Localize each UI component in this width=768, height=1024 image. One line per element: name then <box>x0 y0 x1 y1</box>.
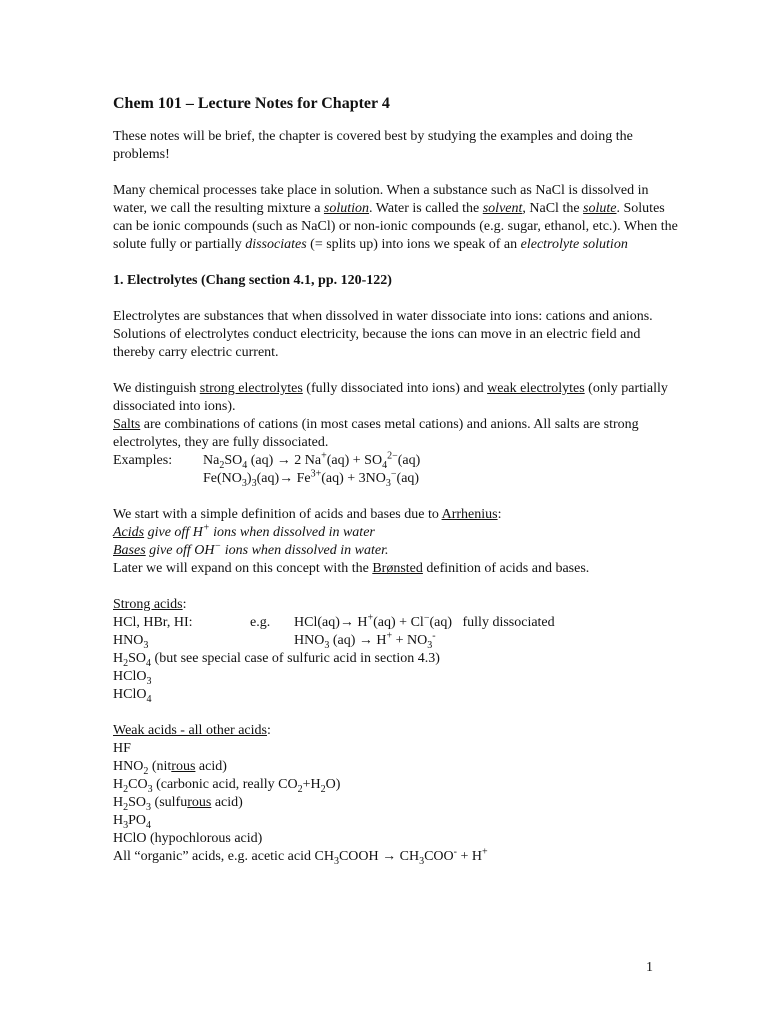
distinguish-paragraph: We distinguish strong electrolytes (fully dissociated into ions) and weak electrolytes (only partially dissociated into ions). <box>113 381 668 414</box>
weak-acid-h2co3: $H_2CO_3$ (carbonic acid, really $CO_2+H_2O$) <box>113 777 341 795</box>
acids-definition: Acids give off H+ ions when dissolved in water <box>113 522 375 540</box>
page-title: Chem 101 – Lecture Notes for Chapter 4 <box>113 95 390 112</box>
weak-acids-heading: Weak acids - all other acids: <box>113 723 271 738</box>
page-number: 1 <box>646 960 653 975</box>
weak-acid-organic: All “organic” acids, e.g. acetic acid $CH_3COOH \to CH_3COO^- + H^+$ <box>113 846 488 867</box>
strong-acids-heading: Strong acids: <box>113 597 187 612</box>
notes-body <box>113 94 683 866</box>
bases-definition: Bases give off OH− ions when dissolved in water. <box>113 540 389 558</box>
weak-acid-hf: HF <box>113 741 131 756</box>
salts-paragraph: Salts are combinations of cations (in most cases metal cations) and anions. All salts are strong electrolytes, they are fully dissociated. <box>113 417 639 450</box>
weak-acid-hno2: $HNO_2$ (nitrous acid) <box>113 759 227 777</box>
strong-acid-hclo4: HClO$_4$ <box>113 687 152 705</box>
strong-acid-hcl-row: HCl, HBr, HI: e.g. HCl(aq)→ H+(aq) + Cl−(aq) fully dissociated <box>113 612 555 630</box>
bronsted-paragraph: Later we will expand on this concept with the Brønsted definition of acids and bases. <box>113 561 590 576</box>
electrolytes-definition: Electrolytes are substances that when dissolved in water dissociate into ions: cations and anions. Solutions of electrolytes conduct electricity, because the ions can move in an electric field and thereby carry electric current. <box>113 309 653 360</box>
strong-acid-h2so4: $H_2SO_4$ (but see special case of sulfuric acid in section 4.3) <box>113 651 440 669</box>
section-heading-electrolytes: 1. Electrolytes (Chang section 4.1, pp. 120-122) <box>113 273 392 288</box>
weak-acid-hclo: HClO (hypochlorous acid) <box>113 831 263 846</box>
weak-acid-h3po4: $H_3PO_4$ <box>113 813 152 831</box>
example-line-1: Examples: $Na_2SO_4$ (aq) → 2 $Na^+(aq) + SO_4^{2-}(aq)$ <box>113 450 421 471</box>
strong-acid-hclo3: HClO$_3$ <box>113 669 152 687</box>
solution-paragraph: Many chemical processes take place in solution. When a substance such as NaCl is dissolved in water, we call the resulting mixture a solution. Water is called the solvent, NaCl the solute. Solutes can be ionic compounds (such as NaCl) or non-ionic compounds (e.g. sugar, ethanol, etc.). When the solute fully or partially dissociates (= splits up) into ions we speak of an electrolyte solution <box>113 183 678 252</box>
example-line-2: $Fe(NO_3)_3(aq)\to Fe^{3+}(aq) + 3NO_3^-(aq)$ <box>203 468 420 489</box>
arrhenius-paragraph: We start with a simple definition of acids and bases due to Arrhenius: <box>113 507 502 522</box>
intro-paragraph: These notes will be brief, the chapter is covered best by studying the examples and doing the problems! <box>113 129 633 162</box>
strong-acid-hno3-row: $HNO_3$ $HNO_3$ $(aq) \to H^+ + NO_3^-$ <box>113 630 436 651</box>
weak-acid-h2so3: $H_2SO_3$ (sulfurous acid) <box>113 795 243 813</box>
